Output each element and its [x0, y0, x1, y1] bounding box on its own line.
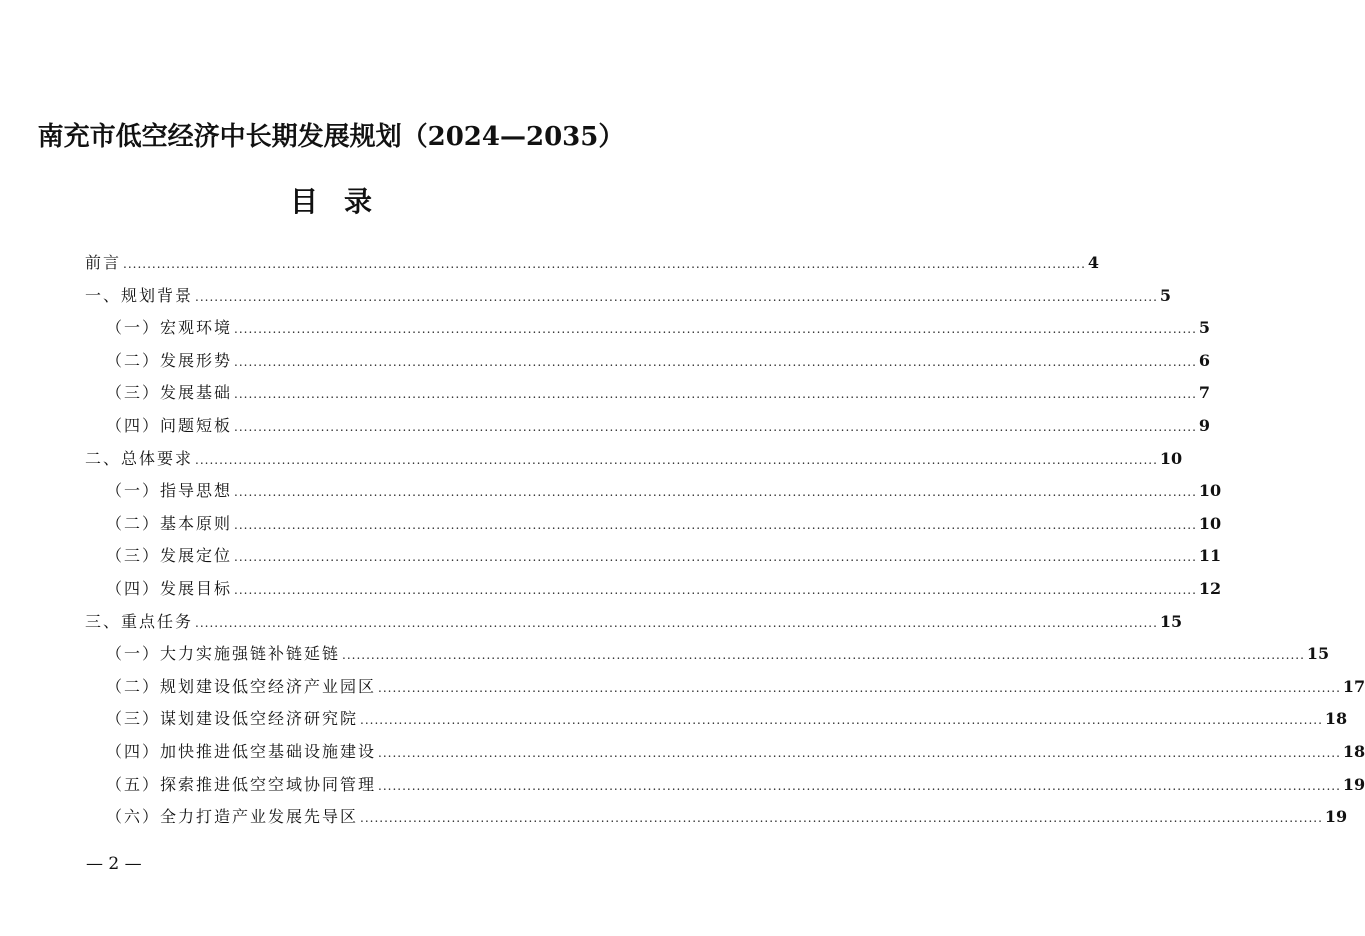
toc-entry-label: （六）全力打造产业发展先导区 [106, 807, 359, 827]
toc-entry-label: （四）发展目标 [106, 579, 233, 598]
toc-dot-leader: ........................................................................................................................................................................................................ [234, 322, 1197, 337]
toc-entry[interactable] [85, 283, 1172, 309]
toc-entry-page: 10 [1198, 481, 1222, 501]
toc-dot-leader: ........................................................................................................................................................................................................ [195, 615, 1158, 630]
toc-dot-leader: ........................................................................................................................................................................................................ [234, 550, 1197, 565]
toc-entry[interactable] [106, 315, 1211, 341]
toc-entry-page: 18 [1324, 709, 1348, 729]
toc-dot-leader: ........................................................................................................................................................................................................ [378, 746, 1341, 760]
toc-dot-leader: ........................................................................................................................................................................................................ [360, 713, 1323, 728]
toc-entry[interactable] [106, 641, 1330, 667]
toc-entry[interactable] [106, 576, 1222, 602]
toc-dot-leader: ........................................................................................................................................................................................................ [234, 420, 1197, 434]
toc-entry-page: 15 [1306, 644, 1330, 664]
toc-entry-page: 7 [1198, 383, 1211, 403]
toc-dot-leader: ........................................................................................................................................................................................................ [378, 680, 1341, 695]
toc-entry[interactable] [106, 478, 1222, 504]
toc-dot-leader: ........................................................................................................................................................................................................ [342, 648, 1305, 663]
toc-entry-label: （三）发展基础 [106, 383, 233, 403]
toc-dot-leader: ........................................................................................................................................................................................................ [195, 452, 1158, 467]
toc-entry-page: 5 [1198, 318, 1211, 338]
toc-entry[interactable] [106, 674, 1365, 700]
toc-entry-label: （四）加快推进低空基础设施建设 [106, 742, 377, 761]
toc-dot-leader: ........................................................................................................................................................................................................ [234, 354, 1197, 369]
toc-entry-page: 11 [1198, 546, 1222, 566]
toc-entry-label: 一、规划背景 [85, 285, 194, 305]
toc-entry-label: （一）指导思想 [106, 481, 233, 501]
toc-entry-label: （一）宏观环境 [106, 318, 233, 338]
toc-entry-label: （五）探索推进低空空域协同管理 [106, 774, 377, 794]
toc-entry-page: 10 [1198, 513, 1222, 533]
toc-entry-page: 17 [1342, 676, 1365, 696]
toc-dot-leader: ........................................................................................................................................................................................................ [234, 517, 1197, 532]
toc-entry-page: 4 [1087, 253, 1100, 272]
toc-entry[interactable] [106, 772, 1365, 798]
toc-dot-leader: ........................................................................................................................................................................................................ [123, 257, 1086, 271]
toc-entry-label: （二）发展形势 [106, 350, 233, 370]
toc-entry-page: 18 [1342, 742, 1365, 761]
toc-entry-label: （二）基本原则 [106, 513, 233, 533]
toc-entry-label: 三、重点任务 [85, 611, 194, 631]
toc-dot-leader: ........................................................................................................................................................................................................ [234, 583, 1197, 597]
toc-entry-page: 5 [1159, 285, 1172, 305]
toc-entry[interactable] [106, 380, 1211, 406]
toc-entry[interactable] [106, 739, 1365, 765]
toc-entry-label: 二、总体要求 [85, 448, 194, 468]
toc-entry-page: 12 [1198, 579, 1222, 598]
toc-entry-page: 6 [1198, 350, 1211, 370]
toc-entry[interactable] [85, 250, 1100, 276]
toc-entry-page: 19 [1324, 807, 1348, 827]
toc-dot-leader: ........................................................................................................................................................................................................ [195, 289, 1158, 304]
toc-entry[interactable] [106, 543, 1222, 569]
toc-entry-page: 19 [1342, 774, 1365, 794]
toc-entry-page: 15 [1159, 611, 1183, 631]
toc-entry-label: （三）谋划建设低空经济研究院 [106, 709, 359, 729]
toc-dot-leader: ........................................................................................................................................................................................................ [378, 778, 1341, 793]
toc-dot-leader: ........................................................................................................................................................................................................ [234, 485, 1197, 500]
page-number-footer: — 2 — [86, 854, 142, 874]
document-title: 南充市低空经济中长期发展规划（2024—2035） [37, 122, 625, 152]
toc-entry-label: （三）发展定位 [106, 546, 233, 566]
toc-dot-leader: ........................................................................................................................................................................................................ [234, 387, 1197, 402]
toc-entry[interactable] [106, 511, 1222, 537]
toc-entry-label: （二）规划建设低空经济产业园区 [106, 676, 377, 696]
toc-heading: 目录 [289, 185, 398, 218]
toc-entry[interactable] [85, 446, 1183, 472]
toc-entry[interactable] [106, 804, 1348, 830]
toc-entry-page: 9 [1198, 416, 1211, 435]
toc-entry[interactable] [85, 609, 1183, 635]
toc-entry[interactable] [106, 348, 1211, 374]
toc-dot-leader: ........................................................................................................................................................................................................ [360, 811, 1323, 826]
toc-entry-page: 10 [1159, 448, 1183, 468]
toc-entry[interactable] [106, 706, 1348, 732]
toc-entry-label: （四）问题短板 [106, 416, 233, 435]
toc-entry[interactable] [106, 413, 1211, 439]
toc-entry-label: （一）大力实施强链补链延链 [106, 644, 341, 664]
toc-entry-label: 前言 [85, 253, 122, 272]
